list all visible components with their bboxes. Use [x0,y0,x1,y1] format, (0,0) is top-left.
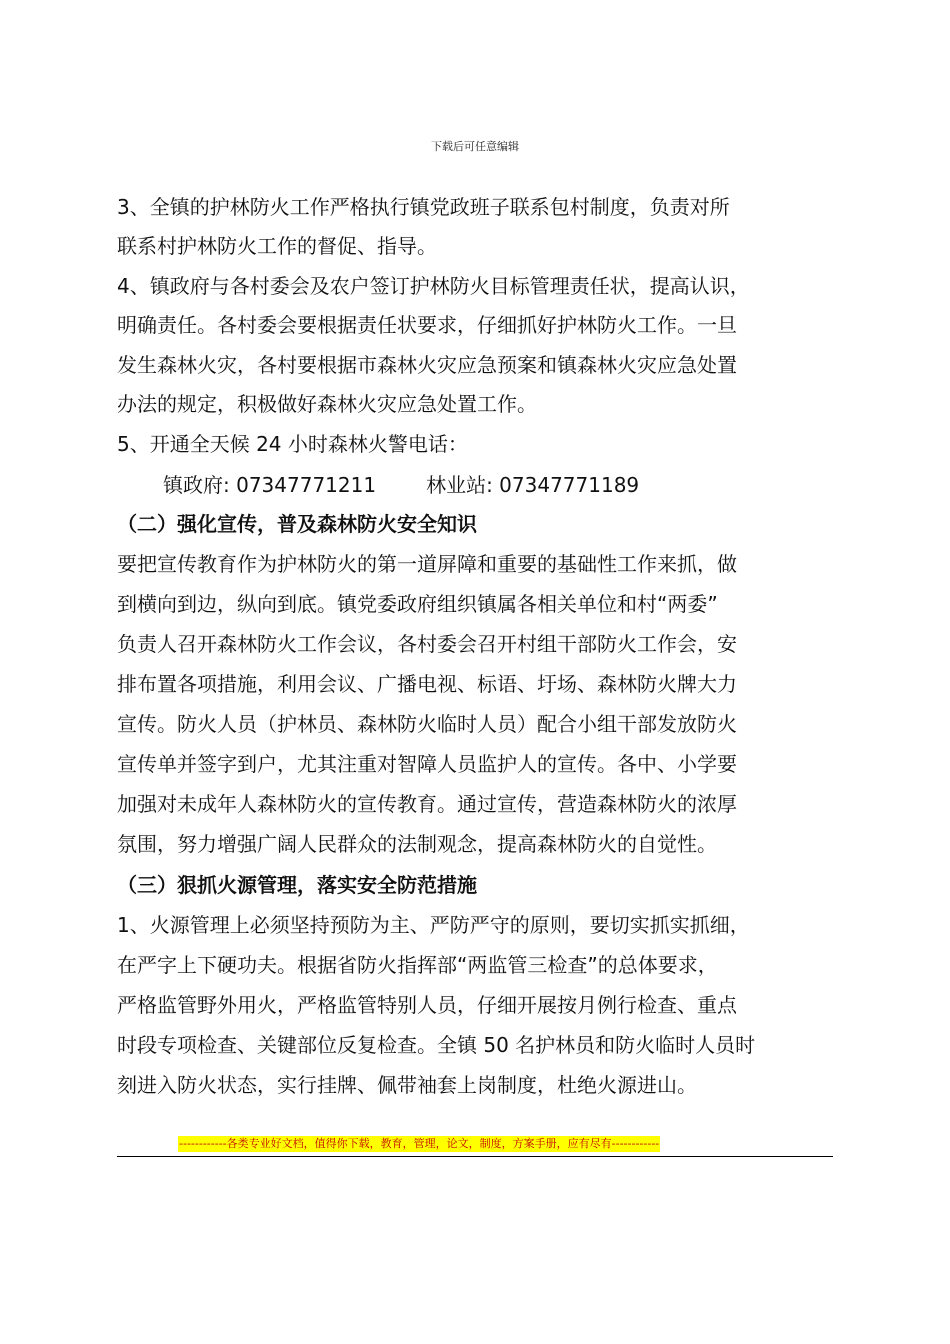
paragraph-line: 明确责任。各村委会要根据责任状要求，仔细抓好护林防火工作。一旦 [117,313,737,337]
page-header: 下载后可任意编辑 [431,140,519,153]
paragraph-line: 要把宣传教育作为护林防火的第一道屏障和重要的基础性工作来抓，做 [117,552,737,576]
paragraph-line: 3、全镇的护林防火工作严格执行镇党政班子联系包村制度，负责对所 [117,195,730,219]
paragraph-line: 宣传单并签字到户，尤其注重对智障人员监护人的宣传。各中、小学要 [117,752,737,776]
paragraph-line: 1、火源管理上必须坚持预防为主、严防严守的原则，要切实抓实抓细， [117,913,750,937]
paragraph-line: 排布置各项措施，利用会议、广播电视、标语、圩场、森林防火牌大力 [117,672,737,696]
paragraph-line: 时段专项检查、关键部位反复检查。全镇 50 名护林员和防火临时人员时 [117,1033,756,1057]
paragraph-line: 宣传。防火人员（护林员、森林防火临时人员）配合小组干部发放防火 [117,712,737,736]
paragraph-line: 加强对未成年人森林防火的宣传教育。通过宣传，营造森林防火的浓厚 [117,792,737,816]
paragraph-line: 发生森林火灾，各村要根据市森林火灾应急预案和镇森林火灾应急处置 [117,353,737,377]
paragraph-line: 联系村护林防火工作的督促、指导。 [117,234,437,258]
paragraph-line: 严格监管野外用火，严格监管特别人员，仔细开展按月例行检查、重点 [117,993,737,1017]
town-gov-phone: 镇政府: 07347771211 [163,473,377,497]
paragraph-line: 办法的规定，积极做好森林火灾应急处置工作。 [117,392,537,416]
paragraph-line: 5、开通全天候 24 小时森林火警电话： [117,432,468,456]
section-heading: （三）狠抓火源管理，落实安全防范措施 [117,873,477,897]
paragraph-line: 到横向到边，纵向到底。镇党委政府组织镇属各相关单位和村“两委” [117,592,718,616]
footer-banner: ------------各类专业好文档，值得你下载，教育，管理，论文，制度，方案手册，应有尽有------------ [179,1137,660,1150]
phone-numbers [163,470,883,500]
forestry-station-phone: 林业站: 07347771189 [426,473,640,497]
paragraph-line: 刻进入防火状态，实行挂牌、佩带袖套上岗制度，杜绝火源进山。 [117,1073,697,1097]
paragraph-line: 氛围，努力增强广阔人民群众的法制观念，提高森林防火的自觉性。 [117,832,717,856]
paragraph-line: 4、镇政府与各村委会及农户签订护林防火目标管理责任状，提高认识， [117,274,750,298]
paragraph-line: 负责人召开森林防火工作会议，各村委会召开村组干部防火工作会，安 [117,632,737,656]
paragraph-line: 在严字上下硬功夫。根据省防火指挥部“两监管三检查”的总体要求， [117,953,718,977]
footer-divider [117,1156,833,1157]
section-heading: （二）强化宣传，普及森林防火安全知识 [117,512,477,536]
